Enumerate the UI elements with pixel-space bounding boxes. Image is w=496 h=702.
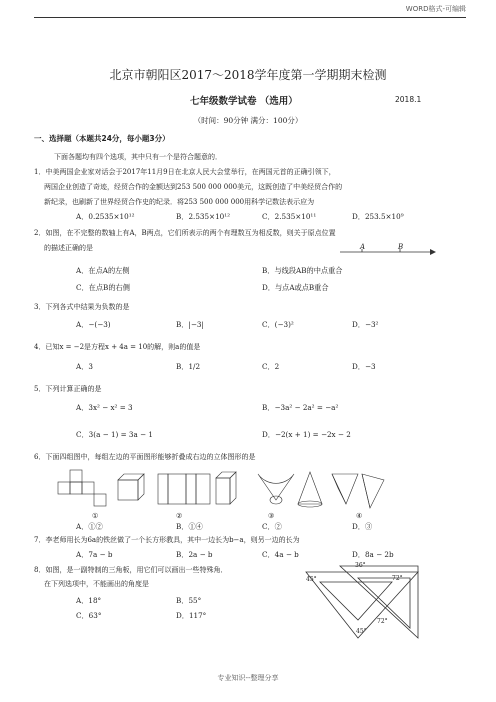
q8-option-b[interactable]: B．55° [176,596,202,605]
q6-option-c[interactable]: C．② [262,522,282,531]
q1-option-d[interactable]: D．253.5×10⁹ [352,212,404,221]
q4-option-a[interactable]: A．3 [76,362,93,371]
q6-line1: 6．下面四组图中，每组左边的平面图形能够折叠成右边的立体图形的是 [34,453,256,461]
figure-group-2 [158,472,236,504]
q7-option-b[interactable]: B．2a − b [176,550,213,559]
exam-date: 2018.1 [395,95,422,104]
q7-option-d[interactable]: D．8a − 2b [352,550,394,559]
q1-option-a[interactable]: A．0.2535×10¹² [76,212,135,221]
figure-label-1: ① [92,512,99,520]
q3-line1: 3．下列各式中结果为负数的是 [34,303,130,311]
exam-subtitle: 七年级数学试卷 （选用） [190,96,298,107]
angle-label-45-top: 45° [306,576,317,583]
q7-option-a[interactable]: A．7a − b [76,550,113,559]
header-note: WORD格式-可编辑 [405,5,466,13]
figure-group-3 [258,472,322,507]
section-heading: 一、选择题（本题共24分，每小题3分） [34,134,170,143]
exam-info: （时间：90分钟 满分：100分） [193,116,303,125]
section-intro: 下面各题均有四个选项，其中只有一个是符合题意的． [54,153,222,161]
q7-option-c[interactable]: C．4a − b [262,550,299,559]
q1-line3: 新纪录，也刷新了世界经贸合作史的纪录．将253 500 000 000用科学记数法表示应为 [44,198,315,206]
angle-label-72-bottom: 72° [377,618,388,625]
q4-option-d[interactable]: D．−3 [352,362,376,371]
q2-option-c[interactable]: C．在点B的右侧 [76,283,130,292]
q7-line1: 7．李老师用长为6a的铁丝做了一个长方形教具，其中一边长为b−a，则另一边的长为 [34,536,300,544]
q8-option-c[interactable]: C．63° [76,611,102,620]
q6-option-a[interactable]: A．①② [76,522,103,531]
q5-option-a[interactable]: A．3x² − x² = 3 [76,403,133,412]
number-line-figure [340,240,440,260]
q3-option-a[interactable]: A．−(−3) [76,320,111,329]
q8-line1: 8．如图，是一副特制的三角板，用它们可以画出一些特殊角． [34,566,228,574]
figure-label-3: ③ [268,512,275,520]
q3-option-c[interactable]: C．(−3)² [262,320,294,329]
q1-line2: 两国企业创造了奇迹，经贸合作的金额达到253 500 000 000美元，这既创造了中美经贸合作的 [44,183,343,191]
q6-option-d[interactable]: D．③ [352,522,373,531]
point-a-label: A [360,243,366,251]
q8-option-d[interactable]: D．117° [176,611,207,620]
angle-label-36: 36° [355,562,366,569]
q5-option-d[interactable]: D．−2(x + 1) = −2x − 2 [262,430,351,439]
q3-option-d[interactable]: D．−3² [352,320,379,329]
angle-label-72-top: 72° [392,575,403,582]
q6-option-b[interactable]: B．①④ [176,522,203,531]
figure-label-4: ④ [356,512,363,520]
footer-text: 专业知识--整理分享 [217,674,279,682]
q4-line1: 4．已知x = −2是方程x + 4a = 10的解，则a的值是 [34,343,201,351]
q5-option-b[interactable]: B．−3a² − 2a² = −a² [262,403,339,412]
q2-line1: 2．如图，在不完整的数轴上有A，B两点，它们所表示的两个有理数互为相反数，则关于原点位置 [34,229,336,237]
q1-option-c[interactable]: C．2.535×10¹¹ [262,212,317,221]
point-b-label: B [398,243,404,251]
figure-group-4 [332,474,384,508]
q3-option-b[interactable]: B．|−3| [176,320,204,329]
q1-option-b[interactable]: B．2.535×10¹² [176,212,230,221]
angle-label-45-bottom: 45° [356,628,367,635]
folding-figures [58,470,388,510]
figure-label-2: ② [176,512,183,520]
q2-line2: 的描述正确的是 [44,244,93,252]
q2-option-d[interactable]: D．与点A或点B重合 [262,283,329,292]
q4-option-b[interactable]: B．1/2 [176,362,201,371]
q5-option-c[interactable]: C．3(a − 1) = 3a − 1 [76,430,153,439]
q4-option-c[interactable]: C．2 [262,362,280,371]
figure-group-1 [58,470,144,506]
q2-option-a[interactable]: A．在点A的左侧 [76,266,130,275]
q8-line2: 在下列选项中，不能画出的角度是 [44,580,149,588]
header-divider [34,17,466,18]
q5-line1: 5．下列计算正确的是 [34,385,102,393]
q1-line1: 1．中美两国企业家对话会于2017年11月9日在北京人民大会堂举行，在两国元首的正确引领下， [34,168,336,176]
exam-title: 北京市朝阳区2017～2018学年度第一学期期末检测 [109,68,387,82]
q2-option-b[interactable]: B．与线段AB的中点重合 [262,266,343,275]
q8-option-a[interactable]: A．18° [76,596,102,605]
